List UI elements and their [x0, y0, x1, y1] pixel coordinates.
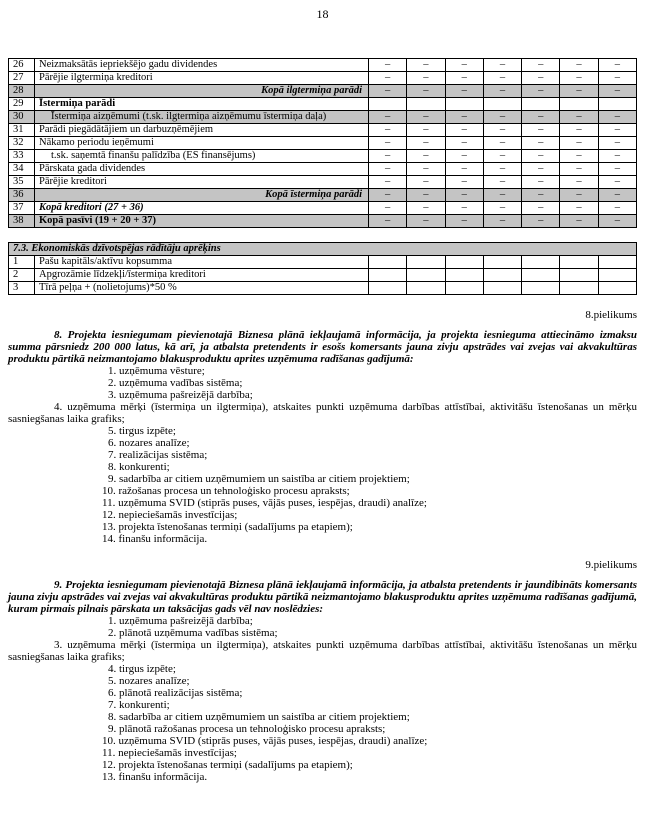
list-item: 13. projekta īstenošanas termiņi (sadalījums pa etapiem); [102, 521, 353, 533]
value-cell: – [483, 202, 521, 215]
value-cell [483, 282, 521, 295]
value-cell: – [522, 202, 560, 215]
value-cell: – [598, 202, 636, 215]
list-item: 6. nozares analīze; [108, 437, 190, 449]
page-number: 18 [316, 7, 329, 21]
value-cell: – [445, 124, 483, 137]
list-item: 10. uzņēmuma SVID (stiprās puses, vājās puses, iespējas, draudi) analīze; [102, 735, 428, 747]
list-item: 11. nepieciešamās investīcijas; [102, 747, 237, 759]
value-cell: – [369, 163, 407, 176]
value-cell: – [407, 85, 445, 98]
row-number: 2 [9, 269, 35, 282]
value-cell [445, 282, 483, 295]
value-cell: – [598, 85, 636, 98]
value-cell: – [369, 176, 407, 189]
list-item: 3. uzņēmuma pašreizējā darbība; [108, 389, 253, 401]
list-item: 7. konkurenti; [108, 699, 170, 711]
value-cell: – [598, 176, 636, 189]
value-cell: – [445, 176, 483, 189]
row-number: 33 [9, 150, 35, 163]
value-cell: – [445, 111, 483, 124]
list-item: 1. uzņēmuma pašreizējā darbība; [108, 615, 253, 627]
value-cell: – [369, 137, 407, 150]
value-cell: – [598, 72, 636, 85]
value-cell: – [522, 72, 560, 85]
value-cell [560, 282, 598, 295]
value-cell [407, 256, 445, 269]
list-item: 13. finanšu informācija. [102, 771, 208, 783]
table-row [9, 163, 637, 176]
value-cell [483, 256, 521, 269]
value-cell: – [407, 137, 445, 150]
value-cell: – [522, 163, 560, 176]
row-label: Kopā pasīvi (19 + 20 + 37) [35, 215, 369, 228]
row-number: 38 [9, 215, 35, 228]
value-cell [445, 256, 483, 269]
list-item: 11. uzņēmuma SVID (stiprās puses, vājās puses, iespējas, draudi) analīze; [102, 497, 427, 509]
value-cell [445, 269, 483, 282]
table-row [9, 59, 637, 72]
list-item: 3. uzņēmuma mērķi (īstermiņa un ilgtermiņa), atskaites punkti uzņēmuma darbības attīstībai, aktivitāšu īstenošanas un mērķu sasniegšanas laika grafiks; [8, 639, 637, 663]
table-row [9, 98, 637, 111]
value-cell: – [598, 137, 636, 150]
row-number: 36 [9, 189, 35, 202]
row-label: Pašu kapitāls/aktīvu kopsumma [35, 256, 369, 269]
value-cell: – [560, 202, 598, 215]
value-cell: – [369, 124, 407, 137]
list-item: 8. konkurenti; [108, 461, 170, 473]
row-label: Kopā īstermiņa parādi [35, 189, 369, 202]
value-cell [522, 98, 560, 111]
list-item: 9. sadarbība ar citiem uzņēmumiem un saistība ar citiem projektiem; [108, 473, 410, 485]
row-number: 30 [9, 111, 35, 124]
row-label: Pārējie ilgtermiņa kreditori [35, 72, 369, 85]
value-cell: – [522, 150, 560, 163]
ratio-table [8, 242, 637, 295]
table-row [9, 111, 637, 124]
row-label: Tīrā peļņa + (nolietojums)*50 % [35, 282, 369, 295]
value-cell: – [522, 176, 560, 189]
value-cell: – [598, 215, 636, 228]
value-cell: – [445, 202, 483, 215]
value-cell: – [483, 176, 521, 189]
row-number: 37 [9, 202, 35, 215]
table-row [9, 137, 637, 150]
value-cell: – [407, 202, 445, 215]
value-cell [369, 98, 407, 111]
value-cell [369, 256, 407, 269]
table-row [9, 282, 637, 295]
value-cell: – [407, 111, 445, 124]
table-header-row [9, 243, 637, 256]
table-row [9, 256, 637, 269]
value-cell: – [369, 111, 407, 124]
row-number: 28 [9, 85, 35, 98]
value-cell [483, 269, 521, 282]
row-number: 26 [9, 59, 35, 72]
table-row [9, 189, 637, 202]
ratio-table-title: 7.3. Ekonomiskās dzīvotspējas rādītāju aprēķins [9, 243, 637, 256]
value-cell: – [445, 189, 483, 202]
value-cell: – [369, 150, 407, 163]
row-number: 3 [9, 282, 35, 295]
list-item: 10. ražošanas procesa un tehnoloģisko procesu apraksts; [102, 485, 350, 497]
row-number: 32 [9, 137, 35, 150]
value-cell: – [407, 59, 445, 72]
value-cell: – [369, 85, 407, 98]
value-cell: – [483, 124, 521, 137]
value-cell: – [598, 163, 636, 176]
table-row [9, 269, 637, 282]
annex9-heading: 9. Projekta iesniegumam pievienotajā Biznesa plānā iekļaujamā informācija, ja atbalsta pretendents ir jaundibināts komersants jauna zivju apstrādes vai zvejas vai akvakultūras produktu pārtikā neizmantojamo blakusproduktu aprites uzņēmuma radīšanas gadījumā, kuram pirmais pilnais pārskata un taksācijas gads vēl nav noslēdzies: [8, 579, 637, 615]
value-cell: – [483, 59, 521, 72]
list-item: 1. uzņēmuma vēsture; [108, 365, 205, 377]
value-cell: – [560, 176, 598, 189]
list-item: 9. plānotā ražošanas procesa un tehnoloģisko procesu apraksts; [108, 723, 386, 735]
value-cell: – [483, 85, 521, 98]
value-cell: – [445, 150, 483, 163]
value-cell: – [522, 189, 560, 202]
row-number: 34 [9, 163, 35, 176]
value-cell: – [407, 124, 445, 137]
value-cell: – [560, 150, 598, 163]
row-label: Nākamo periodu ieņēmumi [35, 137, 369, 150]
row-number: 31 [9, 124, 35, 137]
value-cell [407, 98, 445, 111]
value-cell: – [598, 150, 636, 163]
value-cell: – [483, 163, 521, 176]
value-cell: – [598, 59, 636, 72]
value-cell: – [560, 85, 598, 98]
value-cell: – [445, 59, 483, 72]
list-item: 2. uzņēmuma vadības sistēma; [108, 377, 243, 389]
value-cell: – [598, 189, 636, 202]
list-item: 12. nepieciešamās investīcijas; [102, 509, 238, 521]
value-cell [522, 282, 560, 295]
value-cell: – [407, 163, 445, 176]
value-cell: – [522, 85, 560, 98]
value-cell: – [369, 59, 407, 72]
row-number: 35 [9, 176, 35, 189]
value-cell: – [522, 215, 560, 228]
value-cell: – [445, 137, 483, 150]
value-cell: – [445, 215, 483, 228]
value-cell [598, 269, 636, 282]
table-row [9, 85, 637, 98]
row-number: 27 [9, 72, 35, 85]
row-number: 1 [9, 256, 35, 269]
annex9-label: 9.pielikums [585, 559, 637, 571]
row-label: Kopā ilgtermiņa parādi [35, 85, 369, 98]
value-cell: – [598, 111, 636, 124]
value-cell: – [560, 124, 598, 137]
value-cell: – [369, 72, 407, 85]
annex8-heading: 8. Projekta iesniegumam pievienotajā Biznesa plānā iekļaujamā informācija, ja projekta iesnieguma attiecināmo izmaksu summa pārsniedz 200 000 latus, kā arī, ja atbalsta pretendents ir esošs komersants jauna zivju apstrādes vai zvejas vai akvakultūras produktu pārtikā neizmantojamo blakusproduktu aprites uzņēmuma radīšanas gadījumā: [8, 329, 637, 365]
value-cell: – [407, 150, 445, 163]
value-cell [560, 269, 598, 282]
value-cell [407, 269, 445, 282]
value-cell: – [560, 111, 598, 124]
value-cell: – [560, 163, 598, 176]
value-cell [407, 282, 445, 295]
value-cell: – [483, 215, 521, 228]
table-row [9, 72, 637, 85]
value-cell: – [522, 111, 560, 124]
value-cell: – [445, 163, 483, 176]
value-cell: – [445, 85, 483, 98]
list-item: 7. realizācijas sistēma; [108, 449, 208, 461]
value-cell: – [560, 137, 598, 150]
value-cell: – [522, 59, 560, 72]
list-item: 4. tirgus izpēte; [108, 663, 176, 675]
table-row [9, 150, 637, 163]
value-cell: – [483, 72, 521, 85]
value-cell: – [483, 150, 521, 163]
list-item: 4. uzņēmuma mērķi (īstermiņa un ilgtermiņa), atskaites punkti uzņēmuma darbības attīstībai, aktivitāšu īstenošanas un mērķu sasniegšanas laika grafiks; [8, 401, 637, 425]
list-item: 14. finanšu informācija. [102, 533, 208, 545]
list-item: 6. plānotā realizācijas sistēma; [108, 687, 243, 699]
value-cell: – [407, 176, 445, 189]
value-cell [522, 269, 560, 282]
value-cell [369, 269, 407, 282]
annex9-list [8, 615, 637, 783]
list-item: 8. sadarbība ar citiem uzņēmumiem un saistība ar citiem projektiem; [108, 711, 410, 723]
balance-table [8, 58, 637, 228]
value-cell [445, 98, 483, 111]
row-label: Neizmaksātās iepriekšējo gadu dividendes [35, 59, 369, 72]
value-cell: – [407, 189, 445, 202]
row-label: Pārējie kreditori [35, 176, 369, 189]
list-item: 2. plānotā uzņēmuma vadības sistēma; [108, 627, 278, 639]
table-row [9, 215, 637, 228]
value-cell: – [369, 189, 407, 202]
value-cell: – [560, 59, 598, 72]
table-row [9, 176, 637, 189]
table-row [9, 124, 637, 137]
row-label: Kopā kreditori (27 + 36) [35, 202, 369, 215]
value-cell [598, 98, 636, 111]
value-cell: – [522, 124, 560, 137]
value-cell: – [598, 124, 636, 137]
value-cell: – [560, 189, 598, 202]
value-cell: – [483, 111, 521, 124]
row-label: Apgrozāmie līdzekļi/īstermiņa kreditori [35, 269, 369, 282]
value-cell: – [560, 215, 598, 228]
value-cell [560, 98, 598, 111]
value-cell: – [407, 215, 445, 228]
row-number: 29 [9, 98, 35, 111]
value-cell: – [369, 215, 407, 228]
value-cell: – [560, 72, 598, 85]
list-item: 12. projekta īstenošanas termiņi (sadalījums pa etapiem); [102, 759, 353, 771]
value-cell: – [445, 72, 483, 85]
value-cell: – [369, 202, 407, 215]
value-cell: – [522, 137, 560, 150]
value-cell: – [483, 189, 521, 202]
annex8-list [8, 365, 637, 545]
value-cell: – [483, 137, 521, 150]
list-item: 5. nozares analīze; [108, 675, 190, 687]
balance-table-body [9, 59, 637, 228]
value-cell [598, 282, 636, 295]
value-cell [369, 282, 407, 295]
row-label: Pārskata gada dividendes [35, 163, 369, 176]
value-cell [598, 256, 636, 269]
value-cell [560, 256, 598, 269]
annex8-label: 8.pielikums [585, 309, 637, 321]
value-cell [483, 98, 521, 111]
table-row [9, 202, 637, 215]
ratio-table-body [9, 243, 637, 295]
list-item: 5. tirgus izpēte; [108, 425, 176, 437]
value-cell: – [407, 72, 445, 85]
row-label: Īstermiņa aizņēmumi (t.sk. ilgtermiņa aizņēmumu īstermiņa daļa) [35, 111, 369, 124]
row-label: t.sk. saņemtā finanšu palīdzība (ES finansējums) [35, 150, 369, 163]
row-label: Parādi piegādātājiem un darbuzņēmējiem [35, 124, 369, 137]
row-label: Īstermiņa parādi [35, 98, 369, 111]
value-cell [522, 256, 560, 269]
